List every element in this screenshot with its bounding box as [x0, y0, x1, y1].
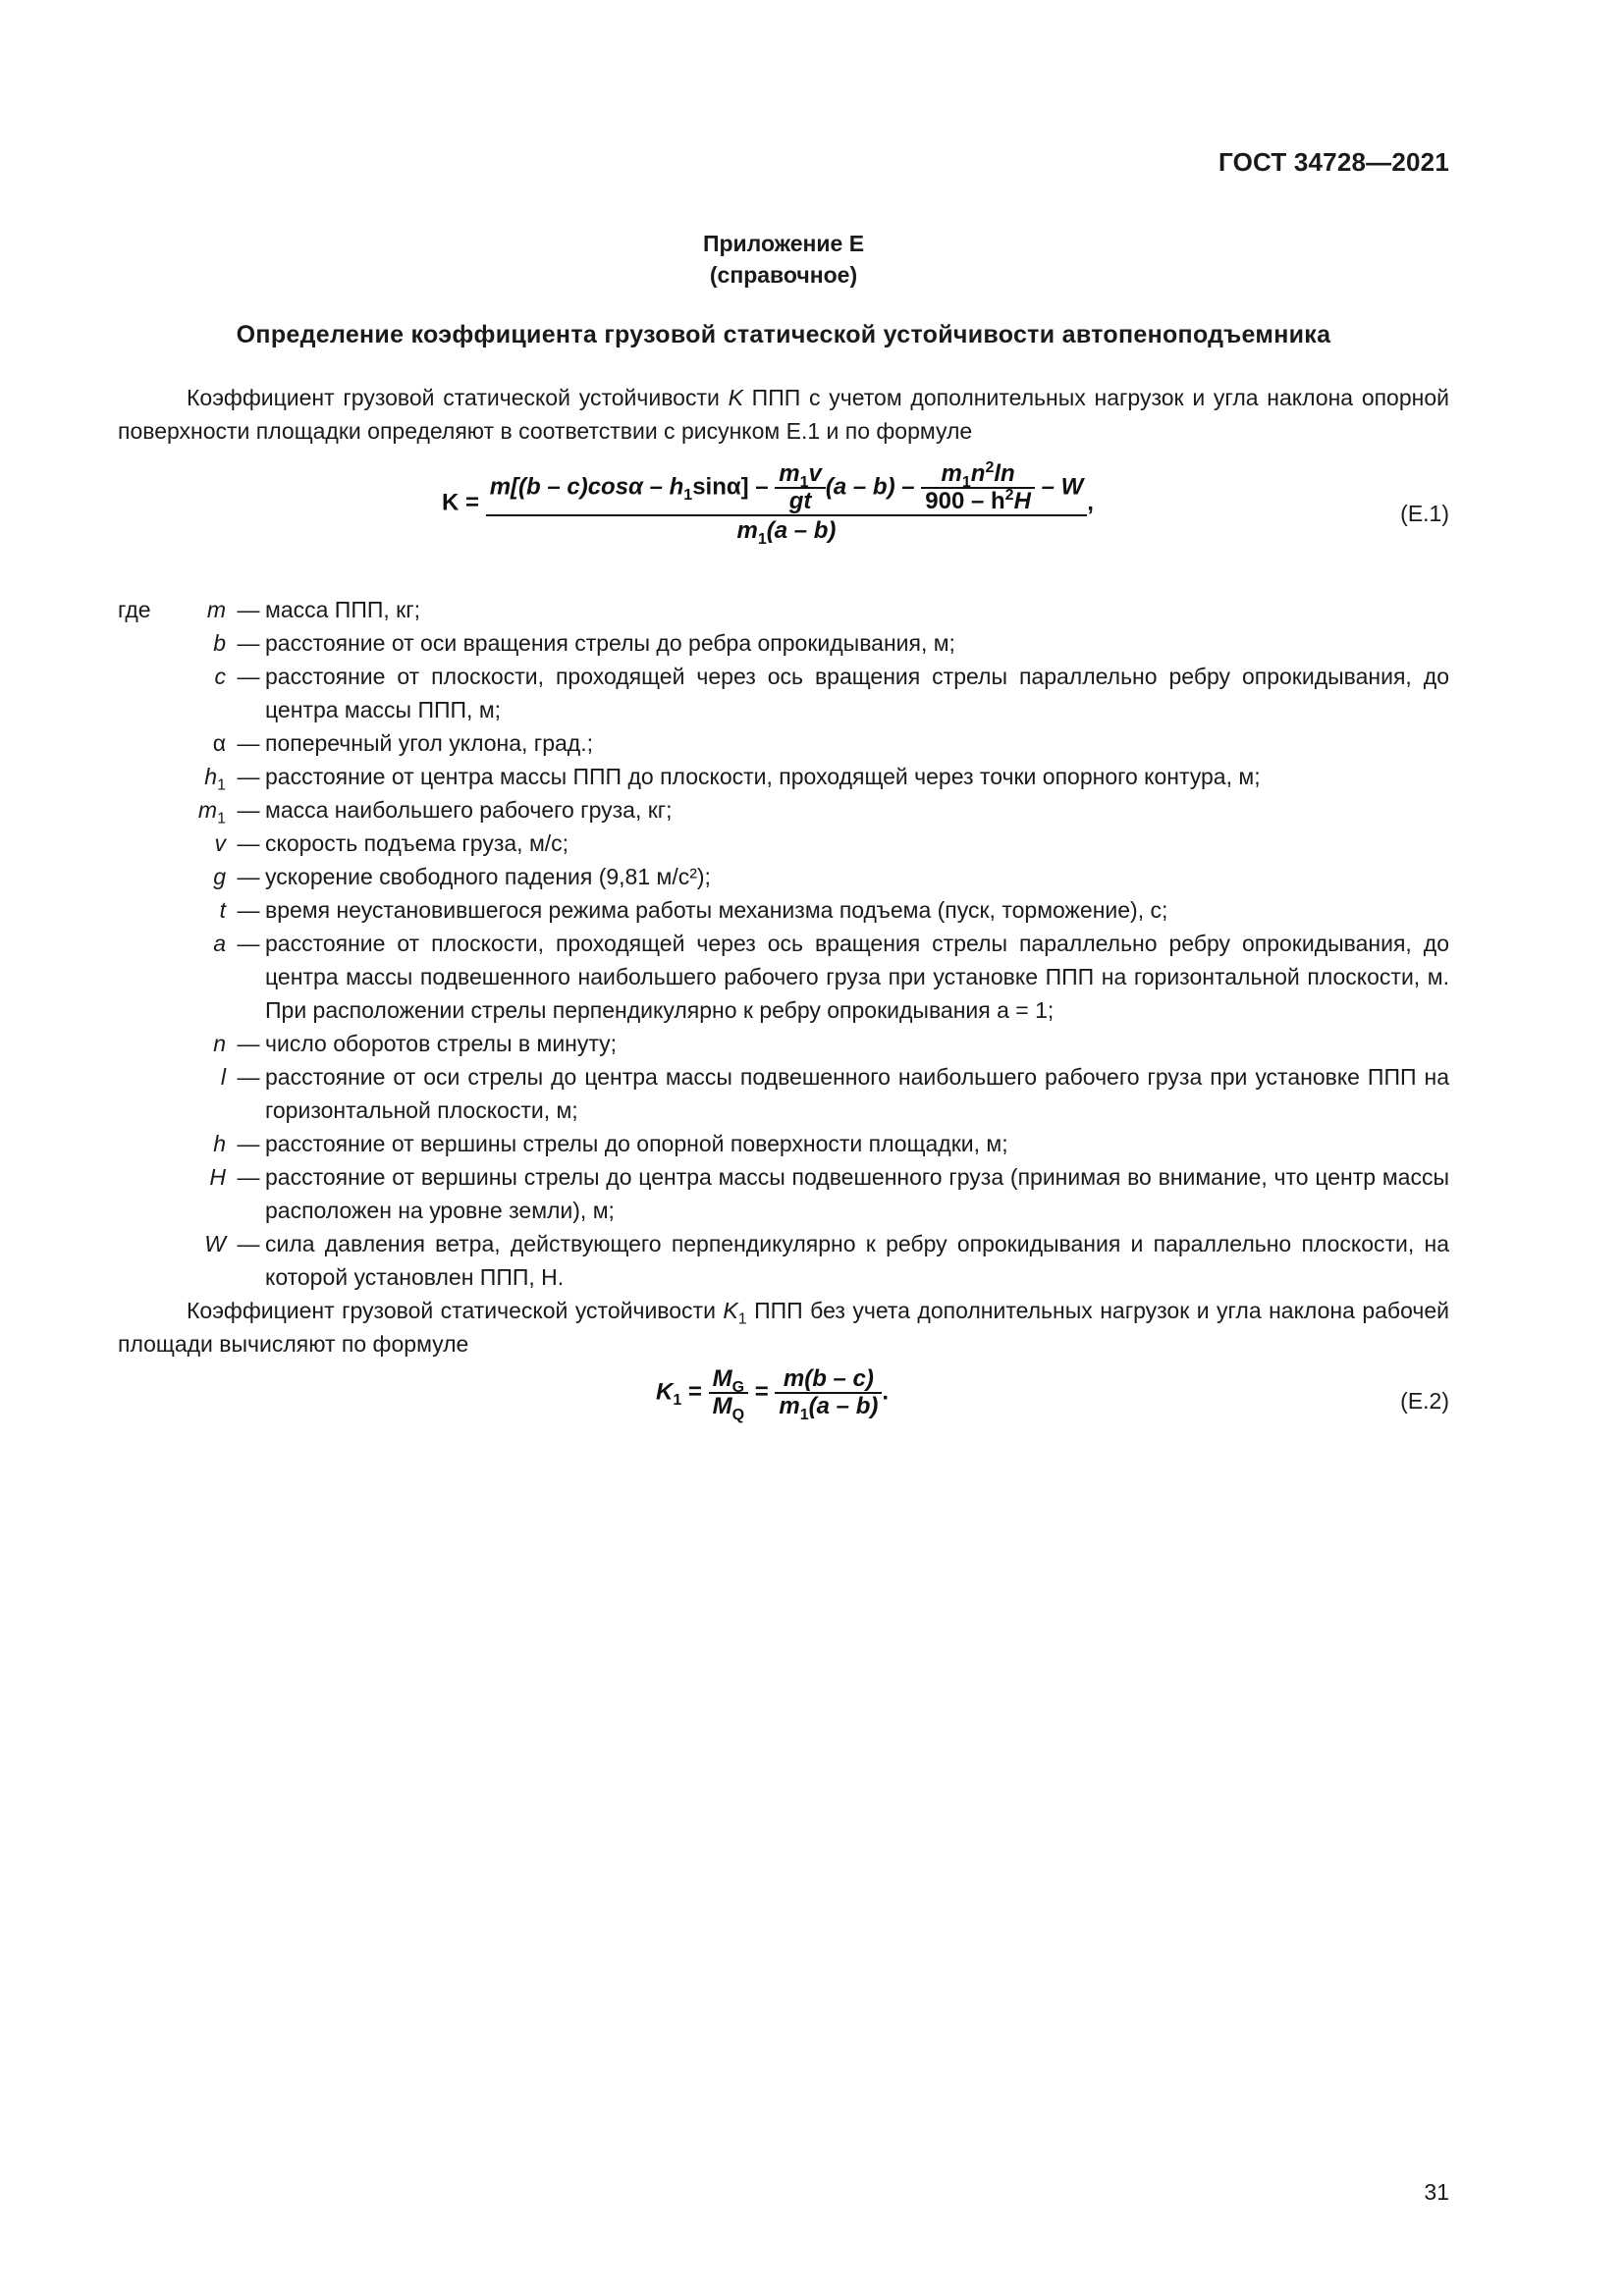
definition-item: c — расстояние от плоскости, проходящей через ось вращения стрелы параллельно ребру опрокидывания, до центра массы ППП, м; [118, 660, 1449, 726]
frac2-num-m: m [941, 460, 962, 487]
formula-e2-eq1: = [687, 1378, 702, 1406]
definition-symbol: h [204, 764, 218, 789]
formula-e2 [118, 1366, 1449, 1435]
e2-frac1-den-sub: Q [731, 1406, 745, 1423]
den-m: m [736, 517, 758, 544]
num-part3: (a – b) – [825, 473, 915, 501]
frac2-den-h: H [1013, 488, 1031, 514]
num-part4: – W [1041, 473, 1084, 501]
definition-symbol: m [206, 597, 226, 622]
formula-e1-numerator [486, 461, 1088, 514]
definition-item: h — расстояние от вершины стрелы до опорной поверхности площадки, м; [118, 1127, 1449, 1160]
formula-e1-frac1 [775, 461, 826, 514]
definition-text: сила давления ветра, действующего перпендикулярно к ребру опрокидывания и параллельно плоскости, на которой установлен ППП, Н. [265, 1231, 1449, 1290]
definition-text: расстояние от вершины стрелы до опорной поверхности площадки, м; [265, 1131, 1008, 1156]
definition-text: масса ППП, кг; [265, 597, 421, 622]
formula-e2-lhs-sub: 1 [673, 1392, 682, 1410]
formula-e1-body [442, 461, 1094, 546]
frac1-num [775, 460, 826, 491]
frac1-num-m: m [779, 460, 800, 487]
frac2-num-n: n [970, 460, 986, 487]
frac1-num-sub: 1 [799, 473, 809, 491]
formula-e2-frac1 [709, 1365, 748, 1423]
e2-frac1-num-sub: G [731, 1378, 745, 1396]
formula-e2-lhs: K [656, 1378, 674, 1406]
definition-symbol: n [213, 1031, 226, 1056]
definition-item: α — поперечный угол уклона, град.; [118, 726, 1449, 760]
definition-symbol: c [214, 664, 226, 689]
e2-frac2-num [775, 1366, 882, 1392]
definition-symbol-sub: 1 [217, 776, 226, 794]
definition-symbol: W [204, 1231, 226, 1256]
definition-item: W — сила давления ветра, действующего перпендикулярно к ребру опрокидывания и параллельно плоскости, на которой установлен ППП, Н. [118, 1227, 1449, 1294]
formula-e1-lhs: K = [442, 489, 480, 516]
definition-item: g — ускорение свободного падения (9,81 м/с²); [118, 860, 1449, 893]
intro-text-end: ППП с учетом дополнительных нагрузок и угла наклона опорной поверхности площадки определяют в соответствии с рисунком Е.1 и по формуле [118, 385, 1449, 444]
definition-symbol: a [213, 931, 226, 956]
formula-e2-body [656, 1365, 890, 1423]
frac2-num-sub: 1 [961, 473, 971, 491]
definition-text: расстояние от центра массы ППП до плоскости, проходящей через точки опорного контура, м; [265, 764, 1261, 789]
definition-text: ускорение свободного падения (9,81 м/с²); [265, 864, 711, 889]
frac1-den [775, 487, 826, 514]
definition-symbol: l [220, 1064, 226, 1090]
num-part1-sub: 1 [683, 487, 693, 505]
appendix-heading [118, 228, 1449, 291]
definition-text: масса наибольшего рабочего груза, кг; [265, 797, 673, 823]
definition-item: l — расстояние от оси стрелы до центра массы подвешенного наибольшего рабочего груза при установке ППП на горизонтальной плоскости, м; [118, 1060, 1449, 1127]
num-part2: sinα] – [692, 473, 769, 501]
definition-symbol: g [213, 864, 226, 889]
formula-e2-eq2: = [754, 1378, 769, 1406]
formula-e1-comma: , [1087, 489, 1094, 516]
den-tail: (a – b) [766, 517, 837, 544]
intro-text-start: Коэффициент грузовой статической устойчивости [187, 385, 729, 410]
definition-text: расстояние от оси вращения стрелы до ребра опрокидывания, м; [265, 630, 955, 656]
num-part1: m[(b – c)cosα – h [489, 473, 684, 501]
frac2-num-sup: 2 [985, 459, 995, 476]
second-variable: K [723, 1298, 738, 1323]
formula-e1-denominator [486, 514, 1088, 546]
definition-text: время неустановившегося режима работы механизма подъема (пуск, торможение), с; [265, 897, 1168, 923]
appendix-subtitle: (справочное) [709, 262, 858, 288]
formula-e2-frac2 [775, 1365, 882, 1423]
definition-symbol: H [209, 1164, 226, 1190]
formula-e1 [118, 461, 1449, 563]
formula-e2-period: . [882, 1378, 890, 1406]
document-page [118, 0, 1449, 2296]
frac2-den [921, 487, 1035, 514]
e2-frac1-den [709, 1392, 748, 1423]
frac1-den-gt: gt [788, 488, 812, 514]
e2-frac1-num-m: M [712, 1365, 732, 1392]
definition-text: расстояние от вершины стрелы до центра массы подвешенного груза (принимая во внимание, что центр массы расположен на уровне земли), м; [265, 1164, 1449, 1223]
definition-item: где m — масса ППП, кг; [118, 593, 1449, 626]
definition-item: v — скорость подъема груза, м/с; [118, 827, 1449, 860]
formula-e1-frac2 [921, 461, 1035, 514]
formula-e2-number: (Е.2) [1400, 1388, 1449, 1414]
definition-symbol: m [197, 797, 218, 823]
where-label: где [118, 597, 151, 622]
appendix-title: Приложение Е [702, 231, 865, 256]
definition-text: расстояние от плоскости, проходящей через ось вращения стрелы параллельно ребру опрокидывания, до центра массы ППП, м; [265, 664, 1449, 722]
den-sub: 1 [757, 530, 767, 548]
definition-text: расстояние от оси стрелы до центра массы подвешенного наибольшего рабочего груза при установке ППП на горизонтальной плоскости, м; [265, 1064, 1449, 1123]
definition-item: b — расстояние от оси вращения стрелы до ребра опрокидывания, м; [118, 626, 1449, 660]
e2-frac1-num [709, 1365, 748, 1396]
frac2-den-sup: 2 [1004, 487, 1014, 504]
second-variable-sub: 1 [737, 1310, 747, 1328]
page-number: 31 [1424, 2179, 1449, 2205]
definition-text: поперечный угол уклона, град.; [265, 730, 593, 756]
definition-item: $h_1$ — расстояние от центра массы ППП до плоскости, проходящей через точки опорного контура, м; [118, 760, 1449, 793]
definition-item: t — время неустановившегося режима работы механизма подъема (пуск, торможение), с; [118, 893, 1449, 927]
second-text-start: Коэффициент грузовой статической устойчивости [187, 1298, 724, 1323]
e2-frac2-den [775, 1392, 882, 1423]
e2-frac2-den-sub: 1 [799, 1406, 809, 1423]
definition-symbol: t [219, 897, 226, 923]
definition-symbol: α [212, 730, 226, 756]
definition-text: расстояние от плоскости, проходящей через ось вращения стрелы параллельно ребру опрокидывания, до центра массы подвешенного наибольшего рабочего груза при установке ППП на горизонтальной плоскости, м. При расположении стрелы перпендикулярно к ребру опрокидывания a = 1; [265, 931, 1449, 1023]
definition-symbol-sub: 1 [217, 810, 226, 828]
definitions-list [118, 593, 1449, 1294]
frac2-num-ln: ln [994, 460, 1015, 487]
definition-item: a — расстояние от плоскости, проходящей через ось вращения стрелы параллельно ребру опрокидывания, до центра массы подвешенного наибольшего рабочего груза при установке ППП на горизонтальной плоскости, м. При расположении стрелы перпендикулярно к ребру опрокидывания a = 1; [118, 927, 1449, 1027]
e2-frac2-den-tail: (a – b) [808, 1393, 879, 1419]
definition-item: H — расстояние от вершины стрелы до центра массы подвешенного груза (принимая во внимание, что центр массы расположен на уровне земли), м; [118, 1160, 1449, 1227]
document-code: ГОСТ 34728—2021 [1218, 147, 1449, 177]
second-text-end: ППП без учета дополнительных нагрузок и угла наклона рабочей площади вычисляют по формуле [118, 1298, 1449, 1357]
definition-symbol: v [214, 830, 226, 856]
frac1-num-v: v [808, 460, 822, 487]
second-paragraph [118, 1294, 1449, 1361]
definition-item: n — число оборотов стрелы в минуту; [118, 1027, 1449, 1060]
definition-text: скорость подъема груза, м/с; [265, 830, 569, 856]
definition-symbol: h [213, 1131, 226, 1156]
formula-e1-main-fraction [486, 461, 1088, 546]
formula-e1-number: (Е.1) [1400, 501, 1449, 526]
frac2-num [921, 459, 1035, 491]
intro-variable: K [728, 385, 743, 410]
section-title: Определение коэффициента грузовой статической устойчивости автопеноподъемника [236, 321, 1331, 348]
e2-frac2-num-text: m(b – c) [783, 1365, 874, 1392]
e2-frac2-den-m: m [779, 1393, 800, 1419]
frac2-den-base: 900 – h [925, 488, 1005, 514]
definition-symbol: b [213, 630, 226, 656]
definition-item: $m_1$ — масса наибольшего рабочего груза, кг; [118, 793, 1449, 827]
intro-paragraph [118, 381, 1449, 448]
e2-frac1-den-m: M [712, 1393, 732, 1419]
definition-text: число оборотов стрелы в минуту; [265, 1031, 618, 1056]
